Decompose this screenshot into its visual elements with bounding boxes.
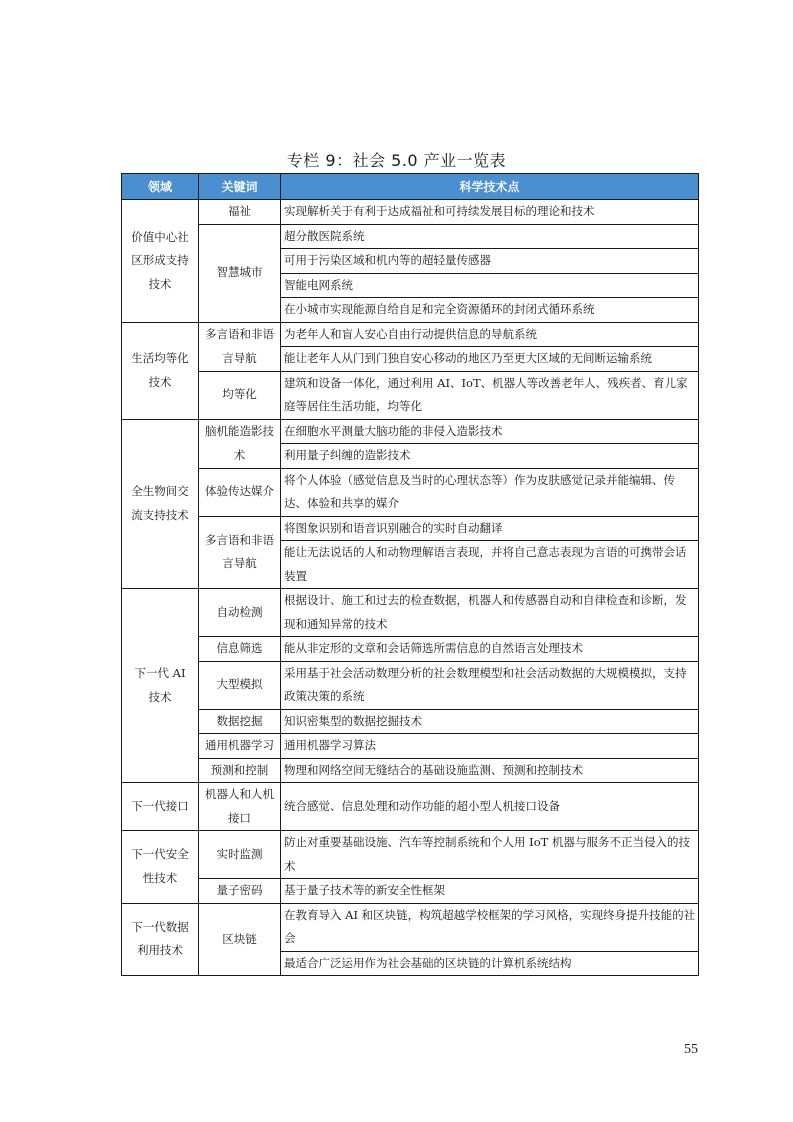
keyword-cell: 智慧城市: [199, 224, 281, 322]
tech-cell: 超分散医院系统: [281, 224, 699, 249]
keyword-cell: 数据挖掘: [199, 709, 281, 734]
table-row: [122, 783, 699, 831]
tech-cell: 在小城市实现能源自给自足和完全资源循环的封闭式循环系统: [281, 298, 699, 323]
tech-cell: 最适合广泛运用作为社会基础的区块链的计算机系统结构: [281, 951, 699, 976]
header-domain: 领域: [122, 174, 199, 200]
tech-cell: 可用于污染区域和机内等的超轻量传感器: [281, 249, 699, 274]
industry-table: [121, 173, 699, 976]
tech-cell: 为老年人和盲人安心自由行动提供信息的导航系统: [281, 322, 699, 347]
keyword-cell: 自动检测: [199, 589, 281, 637]
tech-cell: 智能电网系统: [281, 273, 699, 298]
domain-cell: 价值中心社区形成支持技术: [122, 200, 199, 323]
tech-cell: 实现解析关于有利于达成福祉和可持续发展目标的理论和技术: [281, 200, 699, 225]
keyword-cell: 脑机能造影技术: [199, 419, 281, 468]
table-title: 专栏 9：社会 5.0 产业一览表: [286, 151, 507, 170]
page-number: 55: [684, 1042, 698, 1057]
domain-cell: 全生物间交流支持技术: [122, 419, 199, 589]
table-header-row: [122, 174, 699, 200]
domain-cell: 下一代安全性技术: [122, 831, 199, 904]
table-row: [122, 879, 699, 904]
table-row: [122, 637, 699, 662]
tech-cell: 能从非定形的文章和会话筛选所需信息的自然语言处理技术: [281, 637, 699, 662]
keyword-cell: 体验传达媒介: [199, 468, 281, 516]
table-row: [122, 322, 699, 347]
tech-cell: 统合感觉、信息处理和动作功能的超小型人机接口设备: [281, 783, 699, 831]
keyword-cell: 多言语和非语言导航: [199, 322, 281, 371]
domain-cell: 下一代 AI 技术: [122, 589, 199, 783]
tech-cell: 基于量子技术等的新安全性框架: [281, 879, 699, 904]
tech-cell: 通用机器学习算法: [281, 734, 699, 759]
keyword-cell: 量子密码: [199, 879, 281, 904]
table-row: [122, 200, 699, 225]
table-row: [122, 371, 699, 419]
keyword-cell: 信息筛选: [199, 637, 281, 662]
keyword-cell: 大型模拟: [199, 661, 281, 709]
tech-cell: 能让老年人从门到门独自安心移动的地区乃至更大区域的无间断运输系统: [281, 347, 699, 372]
tech-cell: 利用量子纠缠的造影技术: [281, 444, 699, 469]
tech-cell: 建筑和设备一体化，通过利用 AI、IoT、机器人等改善老年人、残疾者、育儿家庭等居住生活功能，均等化: [281, 371, 699, 419]
keyword-cell: 机器人和人机接口: [199, 783, 281, 831]
tech-cell: 采用基于社会活动数理分析的社会数理模型和社会活动数据的大规模模拟，支持政策决策的系统: [281, 661, 699, 709]
keyword-cell: 预测和控制: [199, 758, 281, 783]
tech-cell: 在教育导入 AI 和区块链，构筑超越学校框架的学习风格，实现终身提升技能的社会: [281, 903, 699, 951]
table-row: [122, 468, 699, 516]
tech-cell: 能让无法说话的人和动物理解语言表现，并将自己意志表现为言语的可携带会话装置: [281, 541, 699, 589]
header-keyword: 关键词: [199, 174, 281, 200]
tech-cell: 根据设计、施工和过去的检查数据，机器人和传感器自动和自律检查和诊断，发现和通知异常的技术: [281, 589, 699, 637]
tech-cell: 知识密集型的数据挖掘技术: [281, 709, 699, 734]
domain-cell: 下一代接口: [122, 783, 199, 831]
keyword-cell: 通用机器学习: [199, 734, 281, 759]
domain-cell: 下一代数据利用技术: [122, 903, 199, 976]
table-row: [122, 758, 699, 783]
table-row: [122, 419, 699, 444]
tech-cell: 防止对重要基础设施、汽车等控制系统和个人用 IoT 机器与服务不正当侵入的技术: [281, 831, 699, 879]
keyword-cell: 多言语和非语言导航: [199, 516, 281, 589]
table-row: [122, 831, 699, 879]
table-row: [122, 734, 699, 759]
tech-cell: 将个人体验（感觉信息及当时的心理状态等）作为皮肤感觉记录并能编辑、传达、体验和共享的媒介: [281, 468, 699, 516]
table-row: [122, 516, 699, 541]
keyword-cell: 均等化: [199, 371, 281, 419]
table-row: [122, 709, 699, 734]
keyword-cell: 实时监测: [199, 831, 281, 879]
tech-cell: 在细胞水平测量大脑功能的非侵入造影技术: [281, 419, 699, 444]
table-row: [122, 661, 699, 709]
tech-cell: 物理和网络空间无缝结合的基础设施监测、预测和控制技术: [281, 758, 699, 783]
keyword-cell: 福祉: [199, 200, 281, 225]
table-row: [122, 903, 699, 951]
table-row: [122, 224, 699, 249]
domain-cell: 生活均等化技术: [122, 322, 199, 419]
keyword-cell: 区块链: [199, 903, 281, 976]
header-tech: 科学技术点: [281, 174, 699, 200]
tech-cell: 将图象识别和语音识别融合的实时自动翻译: [281, 516, 699, 541]
table-row: [122, 589, 699, 637]
